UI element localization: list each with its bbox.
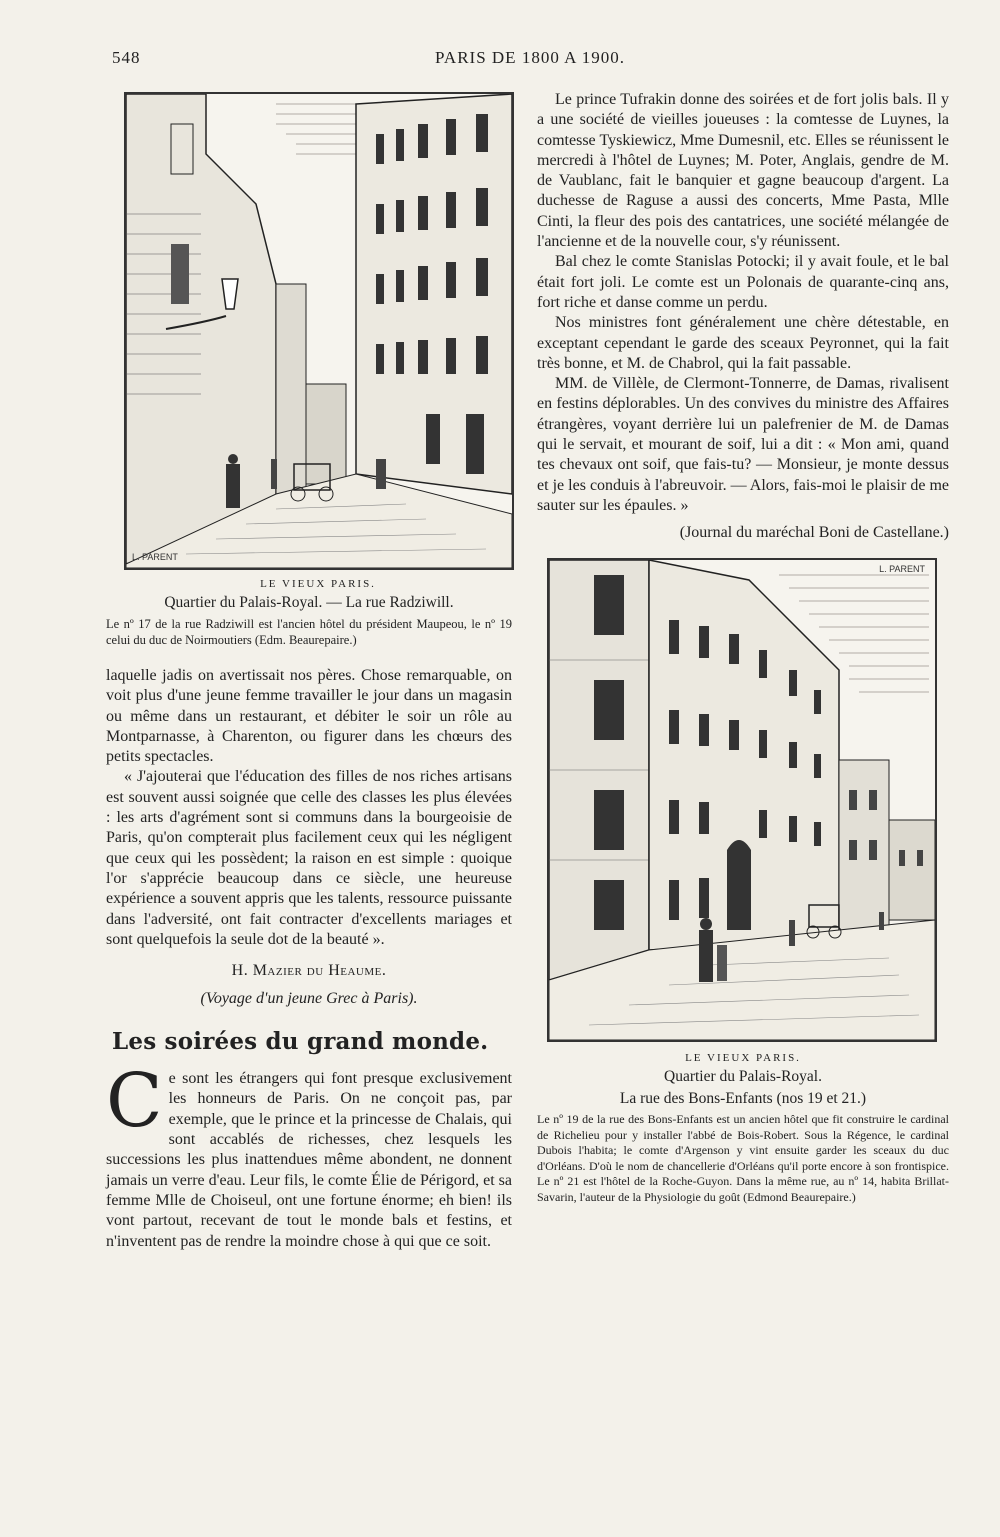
left-paragraph-2: « J'ajouterai que l'éducation des filles de nos riches artisans est souvent aussi soignée que celle des classes les plus élevées : les arts d'agrément sont si communs dans la bourgeoisie de Paris, qu'on compterait plus facilement ceux qui les négligent que ceux qui les possèdent; la raison en est simple : quoique l'or s'apprécie beaucoup dans ce siècle, une heureuse expérience a souvent appris que les talents, ressource puissante dans l'adversité, ont fait contracter d'excellents mariages et sont quelquefois la seule dot de la beauté ».: [106, 768, 512, 948]
illustration-rue-radziwill: [124, 92, 514, 570]
street-engraving-2: [549, 560, 935, 1040]
figure2-caption-subtitle: Quartier du Palais-Royal.: [664, 1068, 822, 1086]
figure1-caption-text: Le nº 17 de la rue Radziwill est l'ancien hôtel du président Maupeou, le nº 19 celui du duc de Noirmoutiers (Edm. Beaurepaire.): [106, 617, 512, 647]
right-paragraph-4: MM. de Villèle, de Clermont-Tonnerre, de Damas, rivalisent en festins déplorables. Un des convives du ministre des Affaires étrangères, voyant derrière lui un palefrenier de M. de Damas qui le servait, et mourant de soif, lui a dit : « Mon ami, quand tes chevaux ont soif, que fais-tu? — Monsieur, je monte dessus et je les conduis à l'abreuvoir. — Alors, fais-moi le plaisir de me sauter sur les épaules. »: [537, 375, 949, 514]
source-citation-right: (Journal du maréchal Boni de Castellane.): [679, 524, 949, 542]
figure2-caption-title: LE VIEUX PARIS.: [685, 1052, 801, 1065]
dropcap-letter: C: [106, 1058, 163, 1145]
page-number: 548: [112, 48, 141, 67]
left-paragraph-3-text: e sont les étrangers qui font presque exclusivement les honneurs de Paris. On ne conçoit pas, par exemple, que le prince et la princesse de Chalais, qui sont accablés de richesses, chez lesquels les successions les plus inattendues même abondent, ne donnent jamais un verre d'eau. Leur fils, le comte Élie de Périgord, et sa femme Mlle de Choiseul, ont une fortune énorme; eh bien! ils vont partout, recevant de tout le monde bals et festins, et n'inventent pas de rendre la moindre chose à qui que ce soit.: [106, 1070, 512, 1250]
illustrator-signature: L. PARENT: [132, 552, 178, 562]
left-paragraph-1: laquelle jadis on avertissait nos pères. Chose remarquable, on voit plus d'une jeune femme travailler le jour dans un magasin ou même dans un restaurant, et débiter le soir un rôle au Montparnasse, à Charenton, ou figurer dans les chœurs des petits spectacles.: [106, 667, 512, 766]
figure2-caption-text: Le nº 19 de la rue des Bons-Enfants est un ancien hôtel que fit construire le cardinal de Richelieu pour y installer l'abbé de Bois-Robert. Sous la Régence, le cardinal Dubois l'habita; le comte d'Argenson y vint ensuite garder les sceaux du duc d'Orléans. D'où le nom de chancellerie d'Orléans qu'il porte encore à son frontispice. Le nº 21 est l'hôtel de la Roche-Guyon. Dans la même rue, au nº 14, habita Brillat-Savarin, l'auteur de la Physiologie du goût (Edmond Beaurepaire.): [537, 1112, 949, 1204]
page-header: [112, 48, 948, 72]
illustrator-signature-2: L. PARENT: [879, 564, 925, 575]
figure1-caption-title: LE VIEUX PARIS.: [260, 578, 376, 590]
right-column: [537, 90, 949, 1205]
figure1-caption-subtitle: Quartier du Palais-Royal. — La rue Radziwill.: [164, 594, 454, 611]
section-title: Les soirées du grand monde.: [112, 1028, 489, 1056]
running-title: PARIS DE 1800 A 1900.: [435, 48, 625, 67]
right-paragraph-3: Nos ministres font généralement une chère détestable, en exceptant cependant le garde des sceaux Peyronnet, qui la fait très bonne, et M. de Chabrol, qui la fait passable.: [537, 314, 949, 372]
right-paragraph-2: Bal chez le comte Stanislas Potocki; il y avait foule, et le bal était fort joli. Le comte est un Polonais de quarante-cinq ans, fort riche et danse comme un perdu.: [537, 253, 949, 311]
author-signature: H. Mazier du Heaume.: [231, 962, 387, 980]
street-engraving-1: [126, 94, 512, 568]
source-citation-left: (Voyage d'un jeune Grec à Paris).: [200, 990, 418, 1008]
left-column: [106, 92, 512, 1252]
figure2-caption-subtitle-2: La rue des Bons-Enfants (nos 19 et 21.): [619, 1090, 867, 1108]
left-paragraph-3: [106, 1058, 512, 1252]
right-paragraph-1: Le prince Tufrakin donne des soirées et de fort jolis bals. Il y a une société de vieilles joueuses : la comtesse de Luynes, la comtesse Tyskiewicz, Mme Dumesnil, etc. Elles se réunissent le mercredi à l'hôtel de Luynes; M. Poter, Anglais, gendre de M. de Vaublanc, fait le banquier et gagne beaucoup d'argent. La duchesse de Raguse a aussi des concerts, Mme Pasta, Mlle Cinti, la fleur des pois des cantatrices, une société mélangée de l'ancienne et de la nouvelle cour, s'y réunissent.: [537, 91, 949, 251]
illustration-rue-bons-enfants: [547, 558, 937, 1042]
